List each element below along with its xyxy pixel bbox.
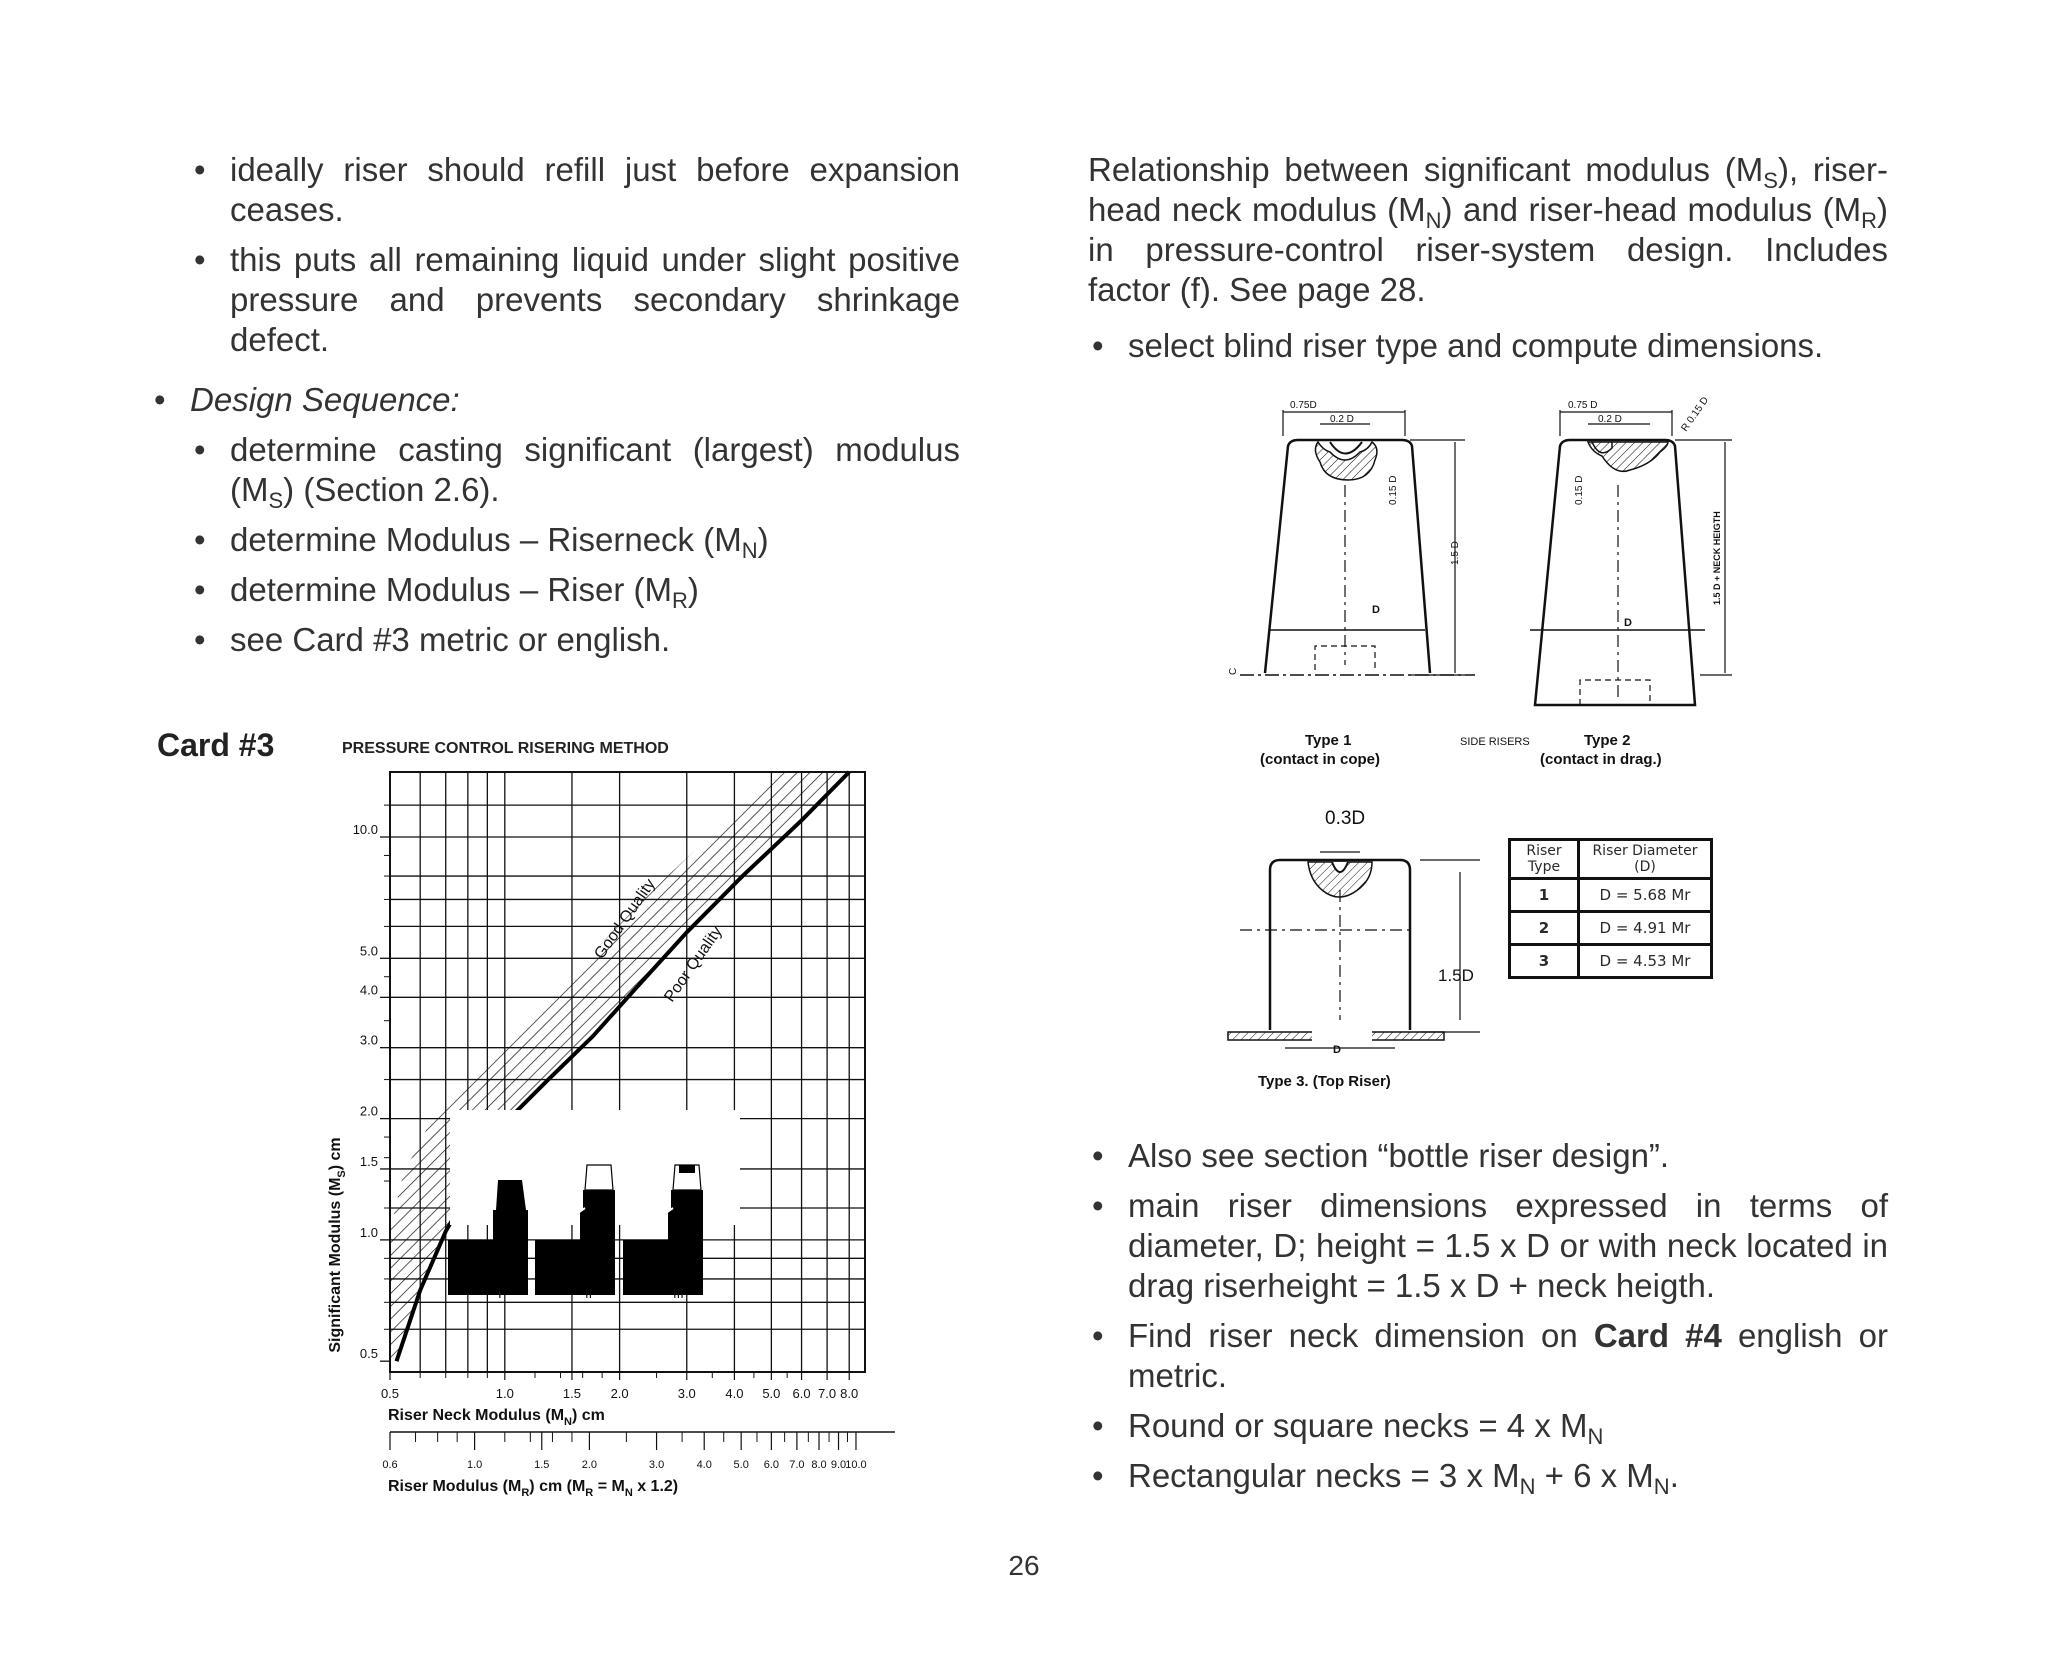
- inset-label: III: [673, 1286, 684, 1301]
- x-tick-label: 4.0: [725, 1386, 744, 1401]
- bullet-find-neck: • Find riser neck dimension on Card #4 english or metric.: [1088, 1316, 1888, 1396]
- page-number: 26: [1008, 1550, 1040, 1581]
- type1-dim-02d: 0.2 D: [1330, 414, 1354, 425]
- table-row: 1 D = 5.68 Mr: [1510, 879, 1712, 912]
- type3-dim-15d: 1.5D: [1438, 966, 1474, 985]
- right-column: [1088, 150, 1888, 376]
- x-tick-label: 6.0: [792, 1386, 811, 1401]
- type1-c-label: C: [1228, 667, 1239, 675]
- x2-tick-label: 0.6: [382, 1459, 398, 1471]
- type3-caption: Type 3. (Top Riser): [1258, 1073, 1391, 1090]
- x-tick-label: 3.0: [677, 1386, 696, 1401]
- x2-tick-label: 5.0: [733, 1459, 749, 1471]
- x2-tick-label: 2.0: [581, 1459, 598, 1471]
- y-tick-label: 1.0: [359, 1224, 378, 1240]
- y-tick-label: 3.0: [359, 1032, 378, 1048]
- type2-subcaption: (contact in drag.): [1540, 751, 1662, 768]
- type1-dim-015d: 0.15 D: [1388, 475, 1399, 505]
- y-axis-label: Significant Modulus $(M_S)$ cm: [327, 1137, 348, 1353]
- x-tick-label: 0.5: [380, 1386, 400, 1401]
- x-tick-label: 1.0: [495, 1386, 514, 1401]
- bullet-round-necks: • Round or square necks = 4 x $M_N$: [1088, 1406, 1888, 1446]
- y-tick-label: 10.0: [352, 822, 378, 838]
- card-subtitle: PRESSURE CONTROL RISERING METHOD: [342, 740, 669, 757]
- x2-tick-label: 9.0: [830, 1459, 847, 1471]
- x2-tick-label: 1.5: [534, 1459, 550, 1471]
- y-tick-label: 4.0: [359, 982, 378, 998]
- x2-tick-label: 10.0: [845, 1459, 867, 1471]
- y-tick-label: 2.0: [359, 1103, 378, 1119]
- x2-tick-label: 6.0: [763, 1459, 780, 1471]
- right-bottom-bullets: [1088, 1136, 1888, 1506]
- table-row: 3 D = 4.53 Mr: [1510, 945, 1712, 978]
- type2-dim-02d: 0.2 D: [1598, 414, 1622, 425]
- card-title: Card #3: [157, 727, 275, 763]
- bullet-blind-riser: • select blind riser type and compute dimensions.: [1088, 326, 1888, 366]
- type2-dim-075d: 0.75 D: [1568, 400, 1598, 411]
- bullet-pressure: • this puts all remaining liquid under slight positive pressure and prevents secondary shrinkage defect.: [190, 240, 960, 360]
- type2-body: [1535, 440, 1695, 705]
- type1-caption: Type 1: [1305, 732, 1352, 749]
- type3-dim-03d: 0.3D: [1325, 808, 1366, 829]
- x-tick-label: 8.0: [840, 1386, 859, 1401]
- x2-axis-label: Riser Modulus $(M_R)$ cm ($M_R = M_N$ x 1.2): [388, 1478, 679, 1499]
- bullet-riserneck-modulus: • determine Modulus – Riserneck $(M_N)$: [190, 520, 960, 560]
- bullet-refill: • ideally riser should refill just before expansion ceases.: [190, 150, 960, 230]
- bullet-rectangular-necks: • Rectangular necks = 3 x $M_N + 6$ x $M_N$.: [1088, 1456, 1888, 1496]
- type1-dim-075d: 0.75D: [1290, 400, 1317, 411]
- x-tick-label: 1.5: [562, 1386, 581, 1401]
- riser-diameter-table: [1508, 838, 1713, 979]
- y-tick-label: 1.5: [359, 1153, 378, 1169]
- bullet-riser-modulus: • determine Modulus – Riser $(M_R)$: [190, 570, 960, 610]
- type2-caption: Type 2: [1584, 732, 1631, 749]
- bullet-main-riser-dimensions: • main riser dimensions expressed in terms of diameter, D; height = 1.5 x D or with neck located in drag riserheight = 1.5 x D + neck heigth.: [1088, 1186, 1888, 1306]
- x2-tick-label: 4.0: [696, 1459, 712, 1471]
- left-column: [150, 150, 960, 670]
- good-quality-label: Good Quality: [591, 876, 659, 963]
- type1-subcaption: (contact in cope): [1260, 751, 1381, 768]
- x-tick-label: 5.0: [762, 1386, 781, 1401]
- design-sequence-heading: • Design Sequence:: [150, 380, 960, 420]
- table-row: 2 D = 4.91 Mr: [1510, 912, 1712, 945]
- type1-d-label: D: [1372, 604, 1380, 616]
- y-tick-label: 5.0: [359, 943, 378, 959]
- risering-chart: [300, 760, 920, 1510]
- type2-dim-neck: 1.5 D + NECK HEIGTH: [1712, 511, 1722, 605]
- inset-label: II: [585, 1286, 593, 1301]
- x-axis-label: Riser Neck Modulus $(M_N)$ cm: [388, 1407, 605, 1428]
- bullet-bottle-riser: • Also see section “bottle riser design”.: [1088, 1136, 1888, 1176]
- relationship-paragraph: Relationship between significant modulus $(M_S)$, riser-head neck modulus $(M_N)$ and riser-head modulus $(M_R)$ in pressure-control riser-system design. Includes factor (f). See page 28.: [1088, 151, 1888, 308]
- table-header-type: Riser Type: [1510, 840, 1579, 879]
- x-tick-label: 2.0: [610, 1386, 629, 1401]
- x2-tick-label: 7.0: [789, 1459, 805, 1471]
- type3-d-label: D: [1333, 1044, 1341, 1056]
- bullet-significant-modulus: • determine casting significant (largest) modulus $(M_S)$ (Section 2.6).: [190, 430, 960, 510]
- side-risers-label: SIDE RISERS: [1460, 736, 1530, 748]
- bullet-see-card: • see Card #3 metric or english.: [190, 620, 960, 660]
- riser-type-diagrams: [1220, 390, 1760, 1100]
- type2-dim-015d: 0.15 D: [1574, 475, 1585, 505]
- poor-quality-label: Poor Quality: [661, 923, 726, 1006]
- type2-dim-r015d: R 0.15 D: [1679, 395, 1712, 434]
- type1-dim-15d: 1.5 D: [1450, 541, 1461, 565]
- x2-tick-label: 1.0: [466, 1459, 483, 1471]
- x2-tick-label: 3.0: [648, 1459, 665, 1471]
- y-tick-label: 0.5: [359, 1346, 378, 1362]
- type2-d-label: D: [1624, 617, 1632, 629]
- inset-label: I: [498, 1286, 502, 1301]
- table-header-diameter: Riser Diameter (D): [1579, 840, 1712, 879]
- x2-tick-label: 8.0: [811, 1459, 827, 1471]
- x-tick-label: 7.0: [818, 1386, 837, 1401]
- type2-neck-hatch: [1588, 442, 1668, 471]
